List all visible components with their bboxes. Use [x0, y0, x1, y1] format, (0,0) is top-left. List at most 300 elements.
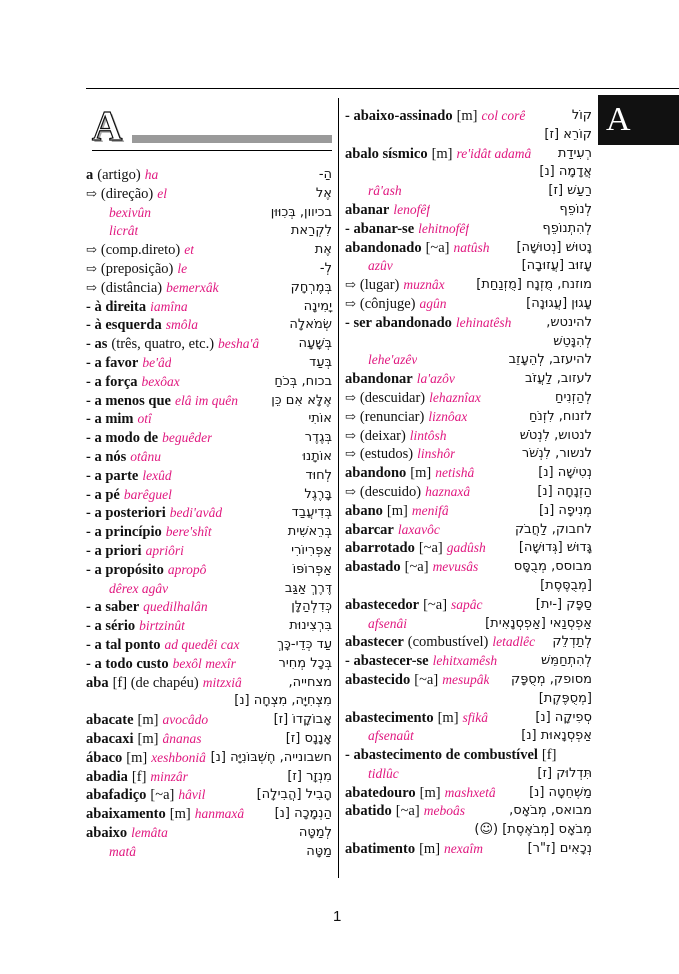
transliteration: letadlêc — [492, 634, 536, 650]
entry-left — [345, 558, 478, 577]
hebrew-translation: בכיוון, בְּכִוּוּן — [270, 204, 332, 220]
hebrew-translation: מבוסס, מְבֻסָּס — [513, 559, 592, 575]
dictionary-entry — [345, 577, 592, 596]
dictionary-entry — [345, 370, 592, 389]
entry-left — [345, 652, 497, 671]
dictionary-entry — [345, 690, 592, 709]
dictionary-entry — [86, 749, 332, 768]
entry-left — [345, 521, 440, 540]
dictionary-entry — [86, 504, 332, 523]
entry-left — [345, 784, 496, 803]
dictionary-entry — [345, 220, 592, 239]
hebrew-translation: קוֹרֵא [ז] — [544, 126, 592, 142]
entry-left — [86, 467, 172, 486]
transliteration: liznôax — [428, 408, 468, 424]
arrow-icon: ⇨ — [345, 427, 356, 443]
entry-left — [86, 410, 152, 429]
entry-left — [86, 636, 240, 655]
transliteration: lexûd — [142, 467, 172, 483]
transliteration: nexaîm — [444, 841, 484, 857]
entry-left — [345, 427, 447, 446]
transliteration: otânu — [130, 448, 162, 464]
transliteration: ha — [144, 167, 159, 182]
hebrew-translation: לעזוב, לַעֲזֹב — [524, 371, 592, 387]
headword: - a favor — [86, 354, 139, 371]
hebrew-translation: מסופק, מְסֻפָּק — [510, 671, 592, 687]
headword: - a nós — [86, 448, 127, 465]
headword: - as — [86, 336, 108, 353]
transliteration: ad quedêi cax — [164, 636, 240, 652]
entry-left — [86, 598, 208, 617]
dictionary-entry — [86, 636, 332, 655]
hebrew-translation: לְהִתְחַמֵּשׁ — [541, 653, 592, 669]
dictionary-entry — [86, 786, 332, 805]
hebrew-translation: מבואס, מְבֹאָס, — [509, 803, 592, 819]
hebrew-translation: בְּגֶדֶר — [304, 430, 332, 446]
entry-left — [345, 483, 470, 502]
entry-left — [86, 824, 168, 843]
dictionary-entry — [345, 539, 592, 558]
hebrew-translation: [מְסֻפֶּקֶת] — [538, 690, 592, 706]
hebrew-translation: אָנָנָס [ז] — [285, 730, 332, 746]
dictionary-entry — [345, 351, 592, 370]
entry-left — [345, 633, 535, 652]
entry-left — [345, 746, 556, 765]
hebrew-translation: שְׂמֹאלָה — [289, 317, 332, 333]
grammar-note: [m] — [419, 841, 441, 858]
hebrew-translation: אֶת — [314, 242, 332, 258]
entry-left — [345, 727, 414, 746]
transliteration: avocâdo — [162, 712, 209, 728]
dictionary-entry — [345, 727, 592, 746]
hebrew-translation: אַפְּרוֹפּוֹ — [292, 561, 332, 577]
transliteration: bedi'avâd — [169, 505, 223, 521]
headword: - a força — [86, 373, 138, 390]
transliteration: lehitxamêsh — [432, 653, 498, 669]
entry-left — [86, 298, 188, 317]
dictionary-entry — [345, 333, 592, 352]
dictionary-entry — [345, 201, 592, 220]
transliteration: lintôsh — [409, 427, 447, 443]
hebrew-translation: עָזוּב [עֲזוּבָה] — [521, 258, 592, 274]
hebrew-translation: לנשור, לִנְשֹׁר — [521, 446, 592, 462]
transliteration: minzâr — [150, 768, 188, 784]
dictionary-entry — [86, 166, 332, 185]
hebrew-translation: לנטוש, לִנְטֹשׁ — [519, 427, 592, 443]
grammar-note: [~a] — [425, 239, 450, 256]
hebrew-translation: אֶל — [315, 185, 332, 201]
entry-left — [345, 276, 445, 295]
grammar-note: (renunciar) — [359, 408, 425, 425]
transliteration: hâvil — [178, 787, 206, 803]
dictionary-entry — [86, 354, 332, 373]
hebrew-translation: סַפָּק [-ית] — [535, 596, 592, 612]
thumb-letter: A — [606, 101, 631, 138]
grammar-note: [~a] — [395, 803, 420, 820]
dictionary-entry — [345, 652, 592, 671]
dictionary-entry — [345, 182, 592, 201]
transliteration: et — [184, 242, 194, 258]
dictionary-entry — [86, 542, 332, 561]
transliteration: lehinatêsh — [455, 314, 512, 330]
transliteration: laxavôc — [397, 521, 440, 537]
hebrew-translation: קוֹל — [571, 108, 592, 123]
entry-left — [86, 279, 219, 298]
transliteration: be'âd — [142, 354, 172, 370]
section-header-letter: A — [92, 104, 123, 150]
headword: - ser abandonado — [345, 314, 452, 331]
transliteration: el — [157, 185, 167, 201]
grammar-note: [m] — [419, 784, 441, 801]
headword: - a tal ponto — [86, 636, 161, 653]
grammar-note: [m] — [137, 730, 159, 747]
hebrew-translation: אָבוֹקָדוֹ [ז] — [273, 712, 332, 728]
dictionary-entry — [86, 824, 332, 843]
transliteration: iamîna — [150, 298, 188, 314]
grammar-note: (deixar) — [359, 427, 406, 444]
hebrew-translation: לְהַזְנִיחַ — [555, 389, 592, 405]
hebrew-translation: יָמִינָה — [303, 298, 332, 314]
grammar-note: (lugar) — [359, 277, 400, 294]
transliteration: menifâ — [411, 502, 449, 518]
entry-left — [345, 314, 511, 333]
hebrew-translation: בִּרְצִינוּת — [289, 618, 332, 634]
entry-left — [345, 840, 483, 859]
headword: - a priori — [86, 542, 142, 559]
dictionary-entry — [345, 671, 592, 690]
entry-left — [345, 445, 455, 464]
transliteration: birtzinût — [139, 618, 185, 634]
grammar-note: (artigo) — [97, 167, 141, 183]
grammar-note: (combustível) — [407, 634, 489, 651]
hebrew-translation: אֲדָמָה [נ] — [539, 164, 592, 180]
entry-left — [345, 671, 489, 690]
hebrew-translation: לזנוח, לִזְנֹחַ — [529, 408, 592, 424]
hebrew-translation: בְּשָׁעָה — [298, 336, 332, 352]
entry-left — [86, 316, 198, 335]
entry-left — [345, 389, 481, 408]
entry-left — [345, 502, 449, 521]
headword: - a todo custo — [86, 655, 169, 672]
transliteration: lehe'azêv — [368, 352, 418, 368]
entry-left — [86, 523, 212, 542]
entry-left — [345, 351, 417, 370]
arrow-icon: ⇨ — [86, 279, 97, 295]
hebrew-translation: נְטִישָׁה [נ] — [538, 465, 592, 481]
hebrew-translation: מִצְחִיָּה, מִצְחָה [נ] — [234, 693, 332, 709]
hebrew-translation: מִנְזָר [ז] — [287, 768, 332, 784]
grammar-note: [f] (de chapéu) — [112, 674, 199, 691]
dictionary-entry — [345, 276, 592, 295]
transliteration: bemerxâk — [166, 279, 219, 295]
hebrew-translation: עָגוּן [עֲגוּנָה] — [526, 295, 592, 311]
headword: - a princípio — [86, 524, 162, 541]
transliteration: afsenaût — [368, 728, 414, 744]
dictionary-entry — [86, 185, 332, 204]
transliteration: sapâc — [451, 596, 483, 612]
dictionary-entry — [86, 373, 332, 392]
transliteration: col corê — [481, 108, 526, 123]
entry-left — [86, 768, 188, 787]
dictionary-entry — [86, 279, 332, 298]
dictionary-entry — [86, 598, 332, 617]
dictionary-entry — [345, 709, 592, 728]
dictionary-entry — [345, 483, 592, 502]
transliteration: apropô — [167, 561, 207, 577]
entry-left — [86, 448, 161, 467]
grammar-note: [~a] — [423, 596, 448, 613]
transliteration: haznaxâ — [425, 483, 471, 499]
entry-left — [345, 107, 525, 126]
headword: abarrotado — [345, 540, 415, 557]
hebrew-translation: אֶלָּא אִם כֵּן — [271, 392, 332, 408]
hebrew-translation: בְּעַד — [309, 354, 332, 370]
transliteration: apriôri — [145, 542, 184, 558]
hebrew-translation: הָבִיל [הֲבִילָה] — [256, 787, 332, 803]
hebrew-translation: אוֹתִי — [308, 411, 332, 427]
headword: - à esquerda — [86, 317, 162, 334]
transliteration: natûsh — [453, 239, 490, 255]
hebrew-translation: לְמַטָּה — [298, 824, 332, 840]
transliteration: hanmaxâ — [194, 806, 245, 822]
entry-left — [345, 145, 531, 164]
entry-left — [345, 596, 483, 615]
entry-left — [345, 802, 465, 821]
grammar-note: (preposição) — [100, 260, 174, 277]
headword: abarcar — [345, 521, 394, 538]
arrow-icon: ⇨ — [86, 242, 97, 258]
hebrew-translation: אַפְסְנָאוּת [נ] — [521, 728, 592, 744]
dictionary-entry — [345, 558, 592, 577]
entry-left — [86, 542, 184, 561]
hebrew-translation: לְ- — [319, 260, 332, 276]
hebrew-translation: אַפְסְנַאי [אַפְסְנָאִית] — [485, 615, 592, 631]
transliteration: mitzxiâ — [202, 674, 242, 690]
dictionary-entry — [86, 674, 332, 693]
grammar-note: (descuidar) — [359, 389, 426, 406]
grammar-note: (distância) — [100, 279, 163, 296]
dictionary-entry — [345, 389, 592, 408]
entry-left — [86, 204, 151, 223]
left-column — [86, 166, 332, 861]
transliteration: barêguel — [123, 486, 172, 502]
hebrew-translation: חשבונייה, חֶשְׁבּוֹנִיָּה [נ] — [210, 749, 332, 765]
column-divider — [338, 98, 339, 878]
entry-left — [86, 617, 185, 636]
transliteration: lenofêf — [393, 201, 431, 217]
arrow-icon: ⇨ — [345, 483, 356, 499]
hebrew-translation: בְּמֶרְחָק — [290, 279, 332, 295]
headword: abatedouro — [345, 784, 416, 801]
headword: - abaixo-assinado — [345, 108, 453, 124]
hebrew-translation: לחבוק, לַחֲבֹק — [514, 521, 592, 537]
dictionary-entry — [86, 204, 332, 223]
hebrew-translation: עַד כְּדֵי-כָּךְ — [277, 636, 332, 652]
dictionary-entry — [86, 467, 332, 486]
transliteration: xeshboniâ — [151, 749, 206, 765]
entry-left — [86, 730, 201, 749]
dictionary-entry — [86, 222, 332, 241]
transliteration: bere'shît — [165, 524, 212, 540]
hebrew-translation: לְתַדְלֵק — [552, 634, 592, 650]
grammar-note: [m] — [410, 465, 432, 482]
headword: - à direita — [86, 298, 147, 315]
dictionary-entry — [345, 145, 592, 164]
entry-left — [86, 655, 236, 674]
entry-left — [86, 222, 138, 241]
dictionary-entry — [86, 241, 332, 260]
hebrew-translation: להינטש, — [546, 314, 592, 330]
dictionary-entry — [345, 257, 592, 276]
arrow-icon: ⇨ — [86, 260, 97, 276]
hebrew-translation: לְהִתְנוֹפֵף — [542, 220, 592, 236]
arrow-icon: ⇨ — [345, 389, 356, 405]
hebrew-translation: מוזנח, מֻזְנָח [מֻזְנַחַת] — [476, 277, 592, 293]
dictionary-entry — [86, 730, 332, 749]
grammar-note: [m] — [437, 709, 459, 726]
entry-left — [345, 201, 430, 220]
grammar-note: [m] — [456, 108, 478, 124]
entry-left — [86, 185, 167, 204]
transliteration: bexôl mexîr — [172, 655, 236, 671]
grammar-note: [m] — [431, 145, 453, 162]
transliteration: lemâta — [131, 824, 168, 840]
headword: ábaco — [86, 749, 123, 766]
arrow-icon: ⇨ — [345, 295, 356, 311]
headword: abaixamento — [86, 806, 166, 823]
arrow-icon: ⇨ — [345, 277, 356, 293]
entry-left — [86, 786, 205, 805]
transliteration: linshôr — [417, 446, 456, 462]
transliteration: otî — [137, 411, 152, 427]
entry-left — [86, 749, 206, 768]
transliteration: muznâx — [403, 277, 445, 293]
dictionary-entry — [345, 295, 592, 314]
dictionary-entry — [345, 314, 592, 333]
grammar-note: [~a] — [414, 671, 439, 688]
transliteration: râ'ash — [368, 183, 402, 199]
dictionary-entry — [345, 163, 592, 182]
dictionary-entry — [345, 633, 592, 652]
section-header-rule — [92, 150, 332, 151]
dictionary-entry — [86, 448, 332, 467]
grammar-note: (descuido) — [359, 483, 422, 500]
dictionary-entry — [345, 126, 592, 145]
hebrew-translation: רְעִידַת — [557, 145, 592, 161]
dictionary-entry — [86, 410, 332, 429]
dictionary-entry — [345, 427, 592, 446]
entry-left — [86, 373, 180, 392]
dictionary-entry — [86, 316, 332, 335]
headword: - a menos que — [86, 392, 171, 409]
headword: abastado — [345, 559, 401, 576]
dictionary-entry — [345, 107, 592, 126]
dictionary-entry — [345, 746, 592, 765]
headword: - a saber — [86, 599, 140, 616]
dictionary-entry — [86, 711, 332, 730]
hebrew-translation: נְכָאִים [ז"ר] — [527, 841, 592, 857]
transliteration: la'azôv — [416, 371, 455, 387]
transliteration: gadûsh — [446, 540, 486, 556]
grammar-note: [m] — [137, 712, 159, 729]
headword: - abastecimento de combustível — [345, 747, 538, 764]
transliteration: afsenâi — [368, 615, 407, 631]
headword: abafadiço — [86, 787, 147, 804]
transliteration: netishâ — [435, 465, 475, 481]
entry-left — [345, 408, 467, 427]
hebrew-translation: מְבֹאָס [מְבֹאֶסֶת] (☺) — [474, 822, 592, 838]
entry-left — [86, 711, 208, 730]
dictionary-entry — [86, 335, 332, 354]
headword: abastecer — [345, 634, 404, 651]
headword: a — [86, 167, 94, 183]
grammar-note: [m] — [126, 749, 148, 766]
hebrew-translation: הַנְמָכָה [נ] — [274, 806, 332, 822]
top-rule — [86, 88, 679, 89]
dictionary-entry — [86, 486, 332, 505]
dictionary-entry — [86, 617, 332, 636]
transliteration: besha'â — [218, 336, 260, 352]
entry-left — [86, 504, 222, 523]
entry-left — [86, 429, 212, 448]
transliteration: beguêder — [162, 430, 213, 446]
dictionary-entry — [86, 655, 332, 674]
entry-left — [345, 295, 446, 314]
entry-left — [86, 335, 259, 354]
grammar-note: [f] — [541, 747, 557, 764]
dictionary-entry — [86, 805, 332, 824]
entry-left — [86, 166, 158, 185]
headword: - a pé — [86, 486, 120, 503]
dictionary-entry — [86, 260, 332, 279]
entry-left — [345, 257, 393, 276]
entry-left — [86, 674, 242, 693]
dictionary-entry — [345, 615, 592, 634]
transliteration: quedilhalân — [143, 599, 208, 615]
headword: abastecido — [345, 671, 411, 688]
transliteration: mesupâk — [442, 671, 490, 687]
dictionary-entry — [86, 523, 332, 542]
entry-left — [345, 765, 399, 784]
entry-left — [345, 370, 455, 389]
dictionary-entry — [345, 784, 592, 803]
hebrew-translation: לְחוּד — [305, 467, 332, 483]
entry-left — [86, 486, 172, 505]
hebrew-translation: בְּרֵאשִׁית — [287, 524, 332, 540]
headword: - a propósito — [86, 561, 164, 578]
transliteration: bexivûn — [109, 204, 151, 220]
grammar-note: (estudos) — [359, 446, 414, 463]
hebrew-translation: [מְבֻסֶּסֶת] — [540, 577, 592, 593]
dictionary-entry — [345, 502, 592, 521]
dictionary-entry — [86, 580, 332, 599]
entry-left — [345, 615, 407, 634]
headword: - a mim — [86, 411, 134, 428]
headword: - a modo de — [86, 430, 159, 447]
grammar-note: [m] — [386, 502, 408, 519]
headword: abanar — [345, 201, 390, 218]
grammar-note: [~a] — [418, 540, 443, 557]
transliteration: lehaznîax — [429, 389, 481, 405]
entry-left — [345, 182, 402, 201]
hebrew-translation: לִקְרַאת — [290, 223, 332, 239]
arrow-icon: ⇨ — [345, 408, 356, 424]
transliteration: elâ im quên — [175, 392, 238, 408]
transliteration: licrât — [109, 223, 139, 239]
transliteration: mashxetâ — [444, 784, 496, 800]
entry-left — [345, 709, 488, 728]
grammar-note: (cônjuge) — [359, 295, 416, 312]
